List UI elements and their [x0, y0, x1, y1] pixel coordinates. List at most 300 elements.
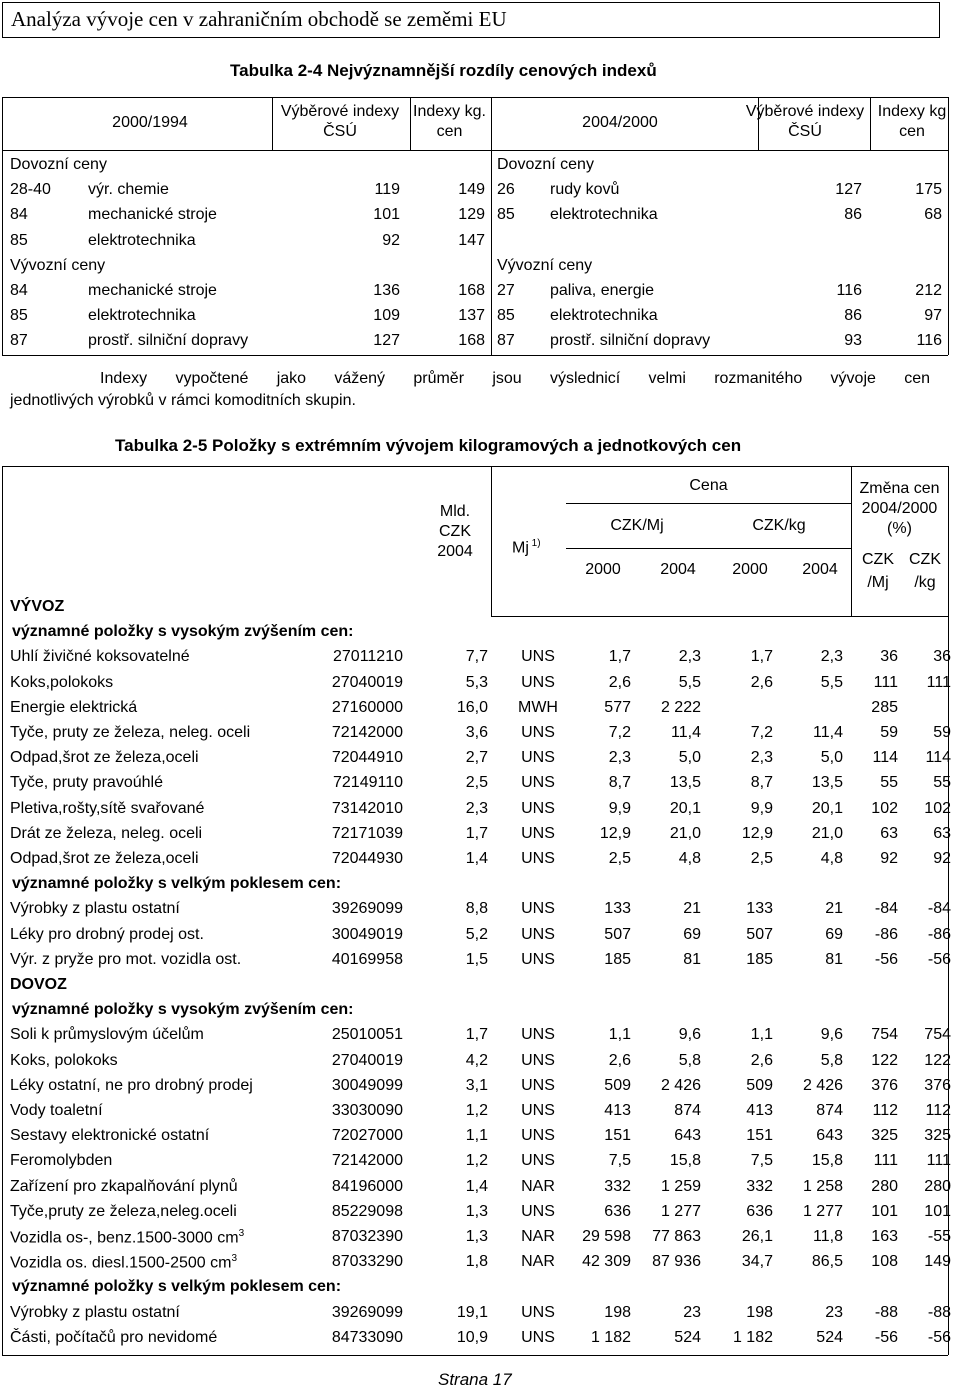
table-2-5-item-2004-kg: 5,8: [820, 1051, 843, 1069]
table-2-5-item-mj: UNS: [521, 1051, 555, 1069]
table-2-5-item-name: Léky ostatní, ne pro drobný prodej: [10, 1076, 253, 1094]
table-2-4-left-v1: 109: [373, 307, 400, 325]
table-2-5-item-name: Vozidla os-, benz.1500-3000 $cm^3$: [10, 1228, 245, 1247]
table-2-4-left-v1: 136: [373, 282, 400, 299]
table-2-5-item-2000-kg: 2,3: [750, 749, 773, 767]
table-2-5-item-2000-mj: 2,6: [608, 1051, 631, 1069]
table-2-5-years-rule: [566, 548, 851, 549]
table-2-5-head-z-kg: /kg: [914, 574, 936, 591]
table-2-5-item-change-mj: -56: [874, 950, 898, 968]
table-2-5-item-mld: 3,1: [465, 1076, 488, 1094]
table-2-5-item-code: 39269099: [331, 1303, 403, 1321]
table-2-5-head-z-czk2: CZK: [909, 551, 941, 568]
table-2-4-caption: Tabulka 2-4 Nejvýznamnější rozdíly cenových indexů: [230, 61, 657, 80]
table-2-5-item-code: 27040019: [331, 673, 403, 691]
table-2-5-item-2004-kg: 86,5: [811, 1253, 843, 1271]
page-header: [2, 2, 940, 38]
table-2-5-item-name: Tyče, pruty ze železa, neleg. oceli: [10, 724, 251, 741]
table-2-4-left-v1: 101: [373, 206, 400, 224]
table-2-4-right-code: 87: [497, 332, 515, 350]
table-2-5-item-change-kg: 149: [924, 1253, 951, 1271]
table-2-5-item-mj: UNS: [521, 1152, 555, 1170]
table-2-4-left-v1: 127: [373, 332, 400, 350]
table-2-4-left-code: 85: [10, 231, 28, 249]
table-2-5-item-2000-kg: 151: [746, 1127, 773, 1145]
table-2-4-left-v2: 147: [458, 231, 485, 249]
table-2-5-item-2004-kg: 81: [825, 950, 843, 968]
table-2-5-item-mj: NAR: [521, 1228, 555, 1245]
table-2-5-item-code: 87032390: [331, 1228, 403, 1245]
table-2-5-item-2000-mj: 151: [604, 1127, 631, 1145]
table-2-5-item-mj: UNS: [521, 749, 555, 767]
table-2-5-item-2004-kg: 9,6: [820, 1026, 843, 1044]
table-2-5-item-2000-kg: 26,1: [741, 1228, 773, 1245]
table-2-4-left-col2-head: Indexy kg. cen: [413, 103, 486, 140]
table-2-5-item-code: 72027000: [331, 1127, 403, 1145]
table-2-5-item-mld: 1,4: [465, 1177, 488, 1195]
table-2-5-item-mj: UNS: [521, 950, 555, 968]
table-2-5-item-mj: UNS: [521, 724, 555, 741]
table-2-5-head-year-col: 2000: [732, 561, 768, 578]
table-2-5-item-mld: 1,1: [465, 1127, 488, 1145]
table-2-4-right-v2: 116: [916, 332, 942, 350]
table-2-5-subgroup: významné položky s vysokým zvýšením cen:: [12, 1001, 354, 1019]
table-2-5-item-change-mj: -56: [874, 1328, 898, 1346]
table-2-5-item-change-kg: 111: [926, 673, 951, 691]
table-2-5-item-mj: UNS: [521, 1076, 555, 1094]
table-2-5-item-2000-kg: 185: [746, 950, 773, 968]
table-2-5-item-2004-mj: 15,8: [669, 1152, 701, 1170]
table-2-5-item-change-mj: 163: [871, 1228, 898, 1245]
table-2-5-head-year-col: 2004: [802, 561, 838, 578]
table-2-5-head-mj: Mj $^{1)}$: [512, 538, 541, 557]
table-2-5-item-code: 27011210: [333, 648, 403, 666]
table-2-5-head-czk-kg: CZK/kg: [752, 517, 806, 534]
table-2-5-item-2000-mj: 42 309: [582, 1253, 631, 1271]
table-2-5-item-2004-mj: 643: [674, 1127, 701, 1145]
table-2-5-item-mld: 8,8: [465, 900, 488, 918]
table-2-4-left-code: 84: [10, 206, 28, 224]
table-2-5-item-change-mj: 112: [872, 1102, 898, 1119]
table-2-5-item-code: 39269099: [331, 900, 403, 918]
table-2-5-item-change-mj: -86: [874, 925, 898, 943]
table-2-5-item-name: Koks, polokoks: [10, 1051, 118, 1069]
table-2-5-item-mj: UNS: [521, 673, 555, 691]
table-2-5-head-zmena-period: 2004/2000: [861, 500, 938, 517]
table-2-5-item-change-kg: 112: [925, 1102, 951, 1119]
table-2-5-item-mj: UNS: [521, 900, 555, 918]
table-2-5-item-2004-kg: 20,1: [811, 799, 843, 817]
table-2-5-item-change-kg: 63: [933, 824, 951, 842]
table-2-5-item-2000-mj: 332: [604, 1177, 631, 1195]
table-2-5-caption: Tabulka 2-5 Položky s extrémním vývojem kilogramových a jednotkových cen: [115, 436, 742, 455]
table-2-5-item-code: 72171039: [331, 824, 403, 842]
table-2-5-item-2004-kg: 15,8: [811, 1152, 843, 1170]
table-2-5-item-code: 72142000: [331, 724, 403, 741]
table-2-4-right-name: rudy kovů: [550, 181, 620, 199]
table-2-5-item-code: 72044910: [331, 749, 403, 767]
table-2-5-item-mld: 1,7: [465, 1026, 488, 1044]
table-2-5-item-2004-mj: 69: [683, 925, 701, 943]
table-2-5-item-2004-kg: 2,3: [820, 648, 843, 666]
table-2-5-item-name: Koks,polokoks: [10, 673, 114, 691]
table-2-4-left-name: prostř. silniční dopravy: [88, 332, 249, 350]
table-2-5-item-2000-kg: 198: [746, 1303, 773, 1321]
table-2-5-item-2004-kg: 1 258: [802, 1177, 843, 1195]
table-2-5-item-mld: 1,3: [465, 1228, 488, 1245]
table-2-4-left-v1: 92: [382, 231, 400, 249]
table-2-5-item-2000-mj: 2,5: [608, 850, 631, 867]
table-2-5-item-change-kg: 59: [933, 724, 951, 741]
table-2-5-group: DOVOZ: [10, 976, 67, 993]
table-2-5-item-2004-kg: 5,5: [820, 673, 843, 691]
table-2-5-item-change-kg: 55: [933, 774, 951, 792]
table-2-5-item-code: 87033290: [331, 1253, 403, 1271]
table-2-4-right-section: Dovozní ceny: [497, 156, 594, 173]
table-2-5-item-2004-kg: 874: [816, 1102, 843, 1119]
table-2-5-item-2000-kg: 2,5: [750, 850, 773, 867]
table-2-5-item-code: 72044930: [331, 850, 403, 867]
table-2-5-item-2004-mj: 2 426: [660, 1076, 701, 1094]
table-2-5-item-2004-mj: 4,8: [678, 850, 701, 867]
table-2-5-head-z-mj: /Mj: [867, 574, 889, 591]
table-2-5-head-z-czk1: CZK: [862, 551, 894, 568]
table-2-5-item-change-kg: 122: [924, 1051, 951, 1069]
table-2-5-item-mj: UNS: [521, 1202, 555, 1220]
table-2-5-item-code: 72149110: [333, 774, 403, 792]
table-2-5-border-bottom: [2, 1355, 948, 1356]
table-2-5-item-mld: 19,1: [456, 1303, 488, 1321]
table-2-5-item-2004-kg: 524: [816, 1328, 843, 1346]
table-2-5-item-change-kg: 280: [924, 1177, 951, 1195]
table-2-5-item-name: Uhlí živičné koksovatelné: [10, 648, 190, 666]
table-2-5-item-2000-kg: 636: [746, 1202, 773, 1220]
superscript: 3: [238, 1228, 245, 1239]
table-2-5-item-mj: MWH: [518, 698, 558, 716]
table-2-5-item-2000-mj: 7,2: [608, 724, 631, 741]
table-2-5-item-change-kg: -84: [927, 900, 951, 918]
table-2-5-item-change-kg: 114: [925, 749, 951, 767]
table-2-4-right-v1: 116: [836, 282, 862, 299]
table-2-5-item-change-mj: 114: [872, 749, 898, 767]
table-2-5-item-change-mj: 754: [871, 1026, 898, 1044]
table-2-5-item-2000-mj: 577: [604, 698, 631, 716]
table-2-5-item-code: 27040019: [331, 1051, 403, 1069]
table-2-5-item-name: Zařízení pro zkapalňování plynů: [10, 1177, 238, 1195]
table-2-5-item-mj: UNS: [521, 774, 555, 792]
table-2-5-item-2000-kg: 133: [746, 900, 773, 918]
table-2-5-item-change-mj: -88: [874, 1303, 898, 1321]
table-2-5-item-change-kg: 325: [924, 1127, 951, 1145]
table-2-5-subgroup: významné položky s velkým poklesem cen:: [12, 875, 342, 893]
table-2-4-border-bottom: [2, 355, 948, 356]
table-2-5-item-change-kg: -88: [927, 1303, 951, 1321]
table-2-5-item-2000-mj: 185: [604, 950, 631, 968]
table-2-5-item-change-kg: -56: [927, 950, 951, 968]
page-number: Strana 17: [438, 1370, 512, 1389]
table-2-5-item-mld: 3,6: [465, 724, 488, 741]
table-2-5-item-change-kg: 36: [933, 648, 951, 666]
paragraph-line-1: Indexy vypočtené jako vážený průměr jsou výslednicí velmi rozmanitého vývoje cen: [100, 370, 930, 387]
table-2-5-item-code: 33030090: [331, 1102, 403, 1119]
table-2-5-item-2004-kg: 5,0: [820, 749, 843, 767]
table-2-5-item-name: Odpad,šrot ze železa,oceli: [10, 850, 199, 867]
table-2-4-right-v2: 68: [924, 206, 942, 224]
table-2-4-left-v2: 149: [458, 181, 485, 199]
superscript: 3: [231, 1253, 238, 1265]
table-2-5-item-name: Léky pro drobný prodej ost.: [10, 925, 204, 943]
table-2-5-item-change-kg: -56: [927, 1328, 951, 1346]
table-2-5-item-2004-kg: 23: [825, 1303, 843, 1321]
table-2-5-head-zmena: Změna cen: [859, 480, 940, 497]
table-2-5-item-change-mj: 59: [880, 724, 898, 741]
table-2-5-item-change-mj: 101: [871, 1202, 898, 1220]
table-2-5-item-code: 73142010: [331, 799, 403, 817]
table-2-4-left-code: 85: [10, 307, 28, 325]
table-2-5-item-mj: UNS: [521, 850, 555, 867]
table-2-4-left-col1-head: Výběrové indexy ČSÚ: [280, 103, 400, 140]
table-2-4-head-rule: [2, 150, 948, 151]
table-2-5-item-2000-kg: 332: [746, 1177, 773, 1195]
table-2-4-right-name: prostř. silniční dopravy: [550, 332, 711, 350]
table-2-5-item-2004-mj: 874: [674, 1102, 701, 1119]
table-2-5-item-2004-mj: 2 222: [660, 698, 701, 716]
table-2-4-left-name: výr. chemie: [88, 181, 169, 199]
table-2-5-item-change-mj: 111: [873, 1152, 898, 1170]
table-2-5-head-year: 2004: [437, 543, 473, 560]
table-2-5-item-2004-kg: 11,8: [813, 1228, 843, 1245]
table-2-5-item-2004-mj: 1 259: [660, 1177, 701, 1195]
table-2-5-item-code: 84196000: [331, 1177, 403, 1195]
table-2-5-subgroup: významné položky s vysokým zvýšením cen:: [12, 623, 354, 641]
table-2-5-item-name: Tyče, pruty pravoúhlé: [10, 774, 163, 792]
table-2-5-item-2000-mj: 413: [604, 1102, 631, 1119]
table-2-4-right-v1: 86: [844, 206, 862, 224]
table-2-5-group: VÝVOZ: [10, 598, 65, 615]
table-2-5-item-code: 84733090: [331, 1328, 403, 1346]
table-2-5-head-mld: Mld.: [439, 503, 471, 520]
table-2-5-item-name: Výr. z pryže pro mot. vozidla ost.: [10, 950, 242, 968]
table-2-5-head-czk: CZK: [439, 523, 471, 540]
table-2-5-item-2000-mj: 507: [604, 925, 631, 943]
table-2-5-item-2000-kg: 9,9: [750, 799, 773, 817]
table-2-4-right-v1: 93: [844, 332, 862, 350]
table-2-5-item-2000-mj: 636: [604, 1202, 631, 1220]
table-2-5-item-name: Vody toaletní: [10, 1102, 103, 1119]
table-2-5-item-mj: UNS: [521, 824, 555, 842]
table-2-5-item-2000-mj: 2,3: [608, 749, 631, 767]
table-2-5-item-name: Tyče,pruty ze železa,neleg.oceli: [10, 1202, 237, 1220]
table-2-5-item-mj: UNS: [521, 648, 555, 666]
table-2-5-item-2004-mj: 1 277: [660, 1202, 701, 1220]
table-2-5-item-2004-kg: 643: [816, 1127, 843, 1145]
page-header-title: Analýza vývoje cen v zahraničním obchodě se zeměmi EU: [11, 7, 507, 31]
table-2-4-right-code: 26: [497, 181, 515, 199]
table-2-5-item-change-kg: 101: [924, 1202, 951, 1220]
table-2-5-item-2000-mj: 2,6: [608, 673, 631, 691]
table-2-5-item-change-mj: 102: [871, 799, 898, 817]
table-2-5-item-code: 72142000: [331, 1152, 403, 1170]
table-2-4-left-v2: 129: [458, 206, 485, 224]
table-2-5-item-change-kg: 754: [924, 1026, 951, 1044]
table-2-4-left-v1: 119: [374, 181, 400, 199]
table-2-5-item-2000-kg: 1 182: [732, 1328, 773, 1346]
table-2-4-mid-divider: [491, 97, 492, 355]
table-2-5-item-2000-kg: 2,6: [750, 673, 773, 691]
table-2-5-item-mj: UNS: [521, 925, 555, 943]
table-2-4-right-code: 85: [497, 206, 515, 224]
table-2-5-item-mld: 2,5: [465, 774, 488, 792]
table-2-5-item-2004-mj: 11,4: [671, 724, 701, 741]
table-2-5-head-year-col: 2004: [660, 561, 696, 578]
table-2-5-item-change-kg: -55: [927, 1228, 951, 1245]
table-2-4-head-sep: [272, 97, 273, 150]
table-2-5-item-mld: 1,3: [465, 1202, 488, 1220]
table-2-4-left-section: Vývozní ceny: [10, 256, 106, 274]
table-2-5-border-top: [2, 466, 948, 467]
table-2-5-item-2004-mj: 81: [683, 950, 701, 968]
table-2-5-item-change-mj: -84: [874, 900, 898, 918]
table-2-5-item-mj: UNS: [521, 799, 555, 817]
table-2-5-item-change-mj: 55: [880, 774, 898, 792]
table-2-5-item-code: 85229098: [331, 1202, 403, 1220]
table-2-5-item-2000-mj: 12,9: [599, 824, 631, 842]
table-2-5-item-name: Feromolybden: [10, 1152, 113, 1170]
table-2-4-left-name: mechanické stroje: [88, 282, 217, 299]
table-2-5-item-change-kg: 92: [933, 850, 951, 867]
table-2-4-left-period: 2000/1994: [112, 114, 188, 131]
table-2-5-item-name: Vozidla os. diesl.1500-2500 $cm^3$: [10, 1253, 238, 1272]
table-2-4-right-col1-head: Výběrové indexy ČSÚ: [745, 103, 865, 140]
table-2-5-item-mld: 5,3: [465, 673, 488, 691]
table-2-5-item-2000-mj: 1 182: [590, 1328, 631, 1346]
table-2-5-item-2000-kg: 7,5: [750, 1152, 773, 1170]
table-2-5-item-2004-mj: 13,5: [669, 774, 701, 792]
table-2-4-right-name: elektrotechnika: [550, 206, 658, 224]
table-2-5-item-mld: 4,2: [465, 1051, 488, 1069]
table-2-5-item-2000-mj: 1,7: [608, 648, 631, 666]
table-2-5-item-name: Výrobky z plastu ostatní: [10, 900, 180, 918]
table-2-4-border-left: [2, 97, 3, 355]
table-2-5-item-code: 30049099: [331, 1076, 403, 1094]
table-2-5-item-mld: 1,5: [465, 950, 488, 968]
table-2-5-item-2000-mj: 8,7: [608, 774, 631, 792]
table-2-5-item-2004-mj: 9,6: [678, 1026, 701, 1044]
table-2-5-subgroup: významné položky s velkým poklesem cen:: [12, 1278, 342, 1296]
table-2-5-item-change-kg: 102: [924, 799, 951, 817]
table-2-4-left-v2: 168: [458, 282, 485, 299]
table-2-5-item-change-kg: 376: [924, 1076, 951, 1094]
table-2-5-item-2004-kg: 4,8: [820, 850, 843, 867]
table-2-4-left-name: mechanické stroje: [88, 206, 217, 224]
table-2-4-right-name: paliva, energie: [550, 282, 655, 299]
table-2-5-item-name: Sestavy elektronické ostatní: [10, 1127, 210, 1145]
table-2-5-item-change-mj: 36: [880, 648, 898, 666]
table-2-4-left-name: elektrotechnika: [88, 231, 196, 249]
table-2-4-right-name: elektrotechnika: [550, 307, 658, 325]
table-2-5-item-change-mj: 108: [871, 1253, 898, 1271]
paragraph: [10, 368, 930, 412]
table-2-5-item-mld: 5,2: [465, 925, 488, 943]
table-2-5-item-2004-mj: 87 936: [652, 1253, 701, 1271]
table-2-4-left-v2: 137: [458, 307, 485, 325]
table-2-5-item-code: 25010051: [331, 1026, 403, 1044]
table-2-5-item-2004-mj: 5,0: [678, 749, 701, 767]
table-2-5-item-name: Odpad,šrot ze železa,oceli: [10, 749, 199, 767]
table-2-5-item-2000-kg: 413: [746, 1102, 773, 1119]
table-2-5-item-mld: 16,0: [456, 698, 488, 716]
table-2-4-right-col2-head: Indexy kg cen: [877, 103, 947, 140]
table-2-5-item-mj: NAR: [521, 1177, 555, 1195]
table-2-4-right-v2: 212: [915, 282, 942, 299]
table-2-5-item-2004-kg: 2 426: [802, 1076, 843, 1094]
table-2-5-item-2004-mj: 2,3: [678, 648, 701, 666]
table-2-4-border-top: [2, 97, 948, 98]
table-2-4-left-code: 87: [10, 332, 28, 350]
table-2-5-head-year-col: 2000: [585, 561, 621, 578]
table-2-5-item-name: Výrobky z plastu ostatní: [10, 1303, 180, 1321]
table-2-5-item-2000-mj: 9,9: [608, 799, 631, 817]
table-2-5-item-2000-mj: 509: [604, 1076, 631, 1094]
table-2-5-item-change-mj: 92: [880, 850, 898, 867]
table-2-5-item-2000-kg: 1,7: [750, 648, 773, 666]
table-2-4-right-section: Vývozní ceny: [497, 256, 593, 274]
table-2-5-item-2000-mj: 133: [604, 900, 631, 918]
table-2-4-right-v2: 97: [924, 307, 942, 325]
table-2-5-item-mj: UNS: [521, 1102, 555, 1119]
table-2-4-head-sep: [870, 97, 871, 150]
table-2-5-item-mld: 10,9: [456, 1328, 488, 1346]
table-2-5-item-change-mj: 376: [871, 1076, 898, 1094]
table-2-5-item-mj: UNS: [521, 1303, 555, 1321]
table-2-5-item-mld: 2,3: [465, 799, 488, 817]
table-2-5-item-2004-kg: 21,0: [811, 824, 843, 842]
table-2-5-item-2000-kg: 8,7: [750, 774, 773, 792]
table-2-5-item-2000-mj: 29 598: [582, 1228, 631, 1245]
paragraph-line-2: jednotlivých výrobků v rámci komoditních skupin.: [10, 392, 356, 409]
table-2-5-item-change-mj: 285: [871, 698, 898, 716]
table-2-5-item-2004-mj: 5,8: [678, 1051, 701, 1069]
table-2-5-item-mld: 2,7: [465, 749, 488, 767]
table-2-5-item-2000-kg: 7,2: [750, 724, 773, 741]
table-2-4-left-name: elektrotechnika: [88, 307, 196, 325]
table-2-5-item-change-kg: -86: [927, 925, 951, 943]
table-2-5-item-2004-mj: 20,1: [669, 799, 701, 817]
table-2-5-item-2004-mj: 5,5: [678, 673, 701, 691]
table-2-5-item-mld: 7,7: [465, 648, 488, 666]
table-2-5-head-czk-mj: CZK/Mj: [610, 517, 664, 534]
table-2-5-item-mld: 1,7: [465, 824, 488, 842]
table-2-4-left-v2: 168: [458, 332, 485, 350]
table-2-4-right-v2: 175: [915, 181, 942, 199]
table-2-5-item-2000-mj: 1,1: [608, 1026, 631, 1044]
table-2-5-item-2000-mj: 7,5: [608, 1152, 631, 1170]
table-2-5-head-zmena-pct: (%): [887, 520, 912, 537]
table-2-5-item-name: Drát ze železa, neleg. oceli: [10, 824, 203, 842]
table-2-5-item-name: Soli k průmyslovým účelům: [10, 1026, 204, 1044]
table-2-4-head-sep: [410, 97, 411, 150]
table-2-5-border-left: [2, 466, 3, 1355]
table-2-5-item-mj: UNS: [521, 1328, 555, 1346]
table-2-5-item-2000-kg: 34,7: [741, 1253, 773, 1271]
table-2-5-item-2004-mj: 524: [674, 1328, 701, 1346]
table-2-5-item-change-mj: 122: [871, 1051, 898, 1069]
table-2-5-item-mj: UNS: [521, 1026, 555, 1044]
table-2-5-item-mld: 1,2: [465, 1102, 488, 1119]
table-2-4-right-v1: 127: [835, 181, 862, 199]
table-2-5-item-2004-kg: 13,5: [811, 774, 843, 792]
table-2-5-item-2004-kg: 1 277: [802, 1202, 843, 1220]
